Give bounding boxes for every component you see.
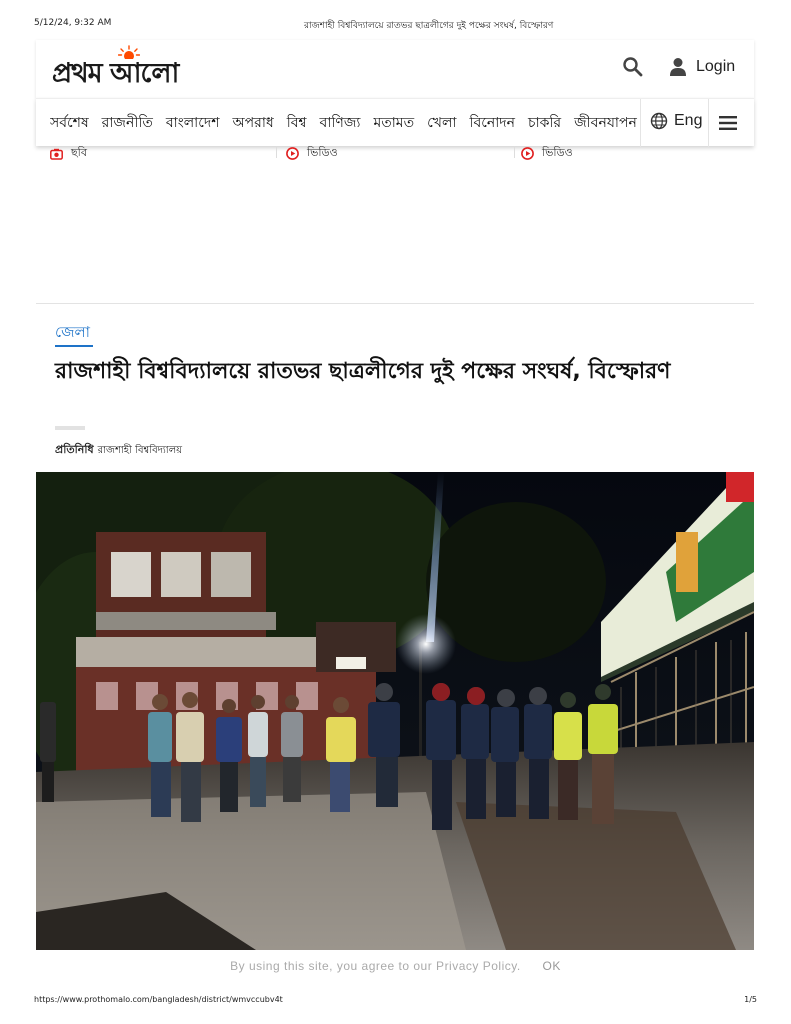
print-url: https://www.prothomalo.com/bangladesh/district/wmvccubv4t	[34, 995, 283, 1004]
nav-divider	[708, 99, 709, 147]
camera-icon	[50, 148, 63, 160]
nav-item[interactable]: চাকরি	[528, 115, 562, 131]
search-icon	[622, 56, 644, 78]
media-link-photo[interactable]	[50, 144, 87, 163]
author-name[interactable]: প্রতিনিধি	[55, 443, 94, 456]
search-button[interactable]	[622, 56, 644, 78]
media-link-video[interactable]	[286, 144, 338, 163]
print-timestamp: 5/12/24, 9:32 AM	[34, 18, 112, 28]
site-logo[interactable]	[52, 49, 222, 87]
nav-item[interactable]: জীবনযাপন	[574, 115, 637, 131]
lead-photo-image	[36, 472, 754, 950]
print-header	[34, 18, 757, 32]
nav-item[interactable]: খেলা	[427, 115, 457, 131]
media-link-video[interactable]	[521, 144, 573, 163]
author-location: রাজশাহী বিশ্ববিদ্যালয়	[97, 445, 183, 456]
media-divider	[514, 146, 515, 158]
globe-icon	[650, 112, 668, 130]
nav-divider	[640, 99, 641, 147]
nav-item[interactable]: মতামত	[373, 115, 415, 131]
cookie-notice-text: By using this site, you agree to our Privacy Policy.	[230, 959, 521, 973]
site-header	[36, 40, 754, 98]
nav-item[interactable]: বাণিজ্য	[319, 115, 361, 131]
byline-accent-bar	[55, 426, 85, 430]
play-icon	[521, 147, 534, 160]
nav-item[interactable]: বিশ্ব	[286, 115, 307, 131]
login-button[interactable]	[669, 54, 735, 80]
nav-item[interactable]: সর্বশেষ	[50, 115, 89, 131]
category-link[interactable]: জেলা	[55, 323, 91, 341]
hamburger-menu-icon	[718, 114, 738, 132]
nav-item[interactable]: অপরাধ	[232, 115, 274, 131]
sun-icon	[118, 45, 140, 59]
print-footer	[34, 995, 757, 1009]
nav-item[interactable]: রাজনীতি	[101, 115, 153, 131]
main-nav	[36, 98, 754, 146]
print-page-title: রাজশাহী বিশ্ববিদ্যালয়ে রাতভর ছাত্রলীগের দুই পক্ষের সংঘর্ষ, বিস্ফোরণ	[304, 21, 554, 31]
user-icon	[669, 57, 687, 77]
lead-photo	[36, 472, 754, 950]
nav-item[interactable]: বাংলাদেশ	[165, 115, 220, 131]
media-divider	[276, 146, 277, 158]
language-label: Eng	[674, 112, 703, 129]
print-page-number: 1/5	[744, 995, 757, 1004]
cookie-ok-button[interactable]: OK	[542, 959, 561, 973]
nav-items	[50, 99, 642, 147]
cookie-notice	[0, 959, 791, 979]
login-label: Login	[696, 58, 736, 75]
language-toggle[interactable]	[650, 112, 702, 130]
logo-text: প্রথম আলো	[52, 58, 179, 89]
menu-button[interactable]	[718, 114, 738, 132]
section-divider	[36, 303, 754, 304]
nav-item[interactable]: বিনোদন	[469, 115, 516, 131]
media-link-label: ভিডিও	[307, 146, 338, 159]
media-strip	[36, 144, 754, 162]
media-link-label: ভিডিও	[542, 146, 573, 159]
play-icon	[286, 147, 299, 160]
article-headline: রাজশাহী বিশ্ববিদ্যালয়ে রাতভর ছাত্রলীগের দুই পক্ষের সংঘর্ষ, বিস্ফোরণ	[55, 359, 671, 384]
byline	[55, 441, 182, 460]
category-underline	[55, 345, 93, 347]
media-link-label: ছবি	[71, 146, 87, 159]
